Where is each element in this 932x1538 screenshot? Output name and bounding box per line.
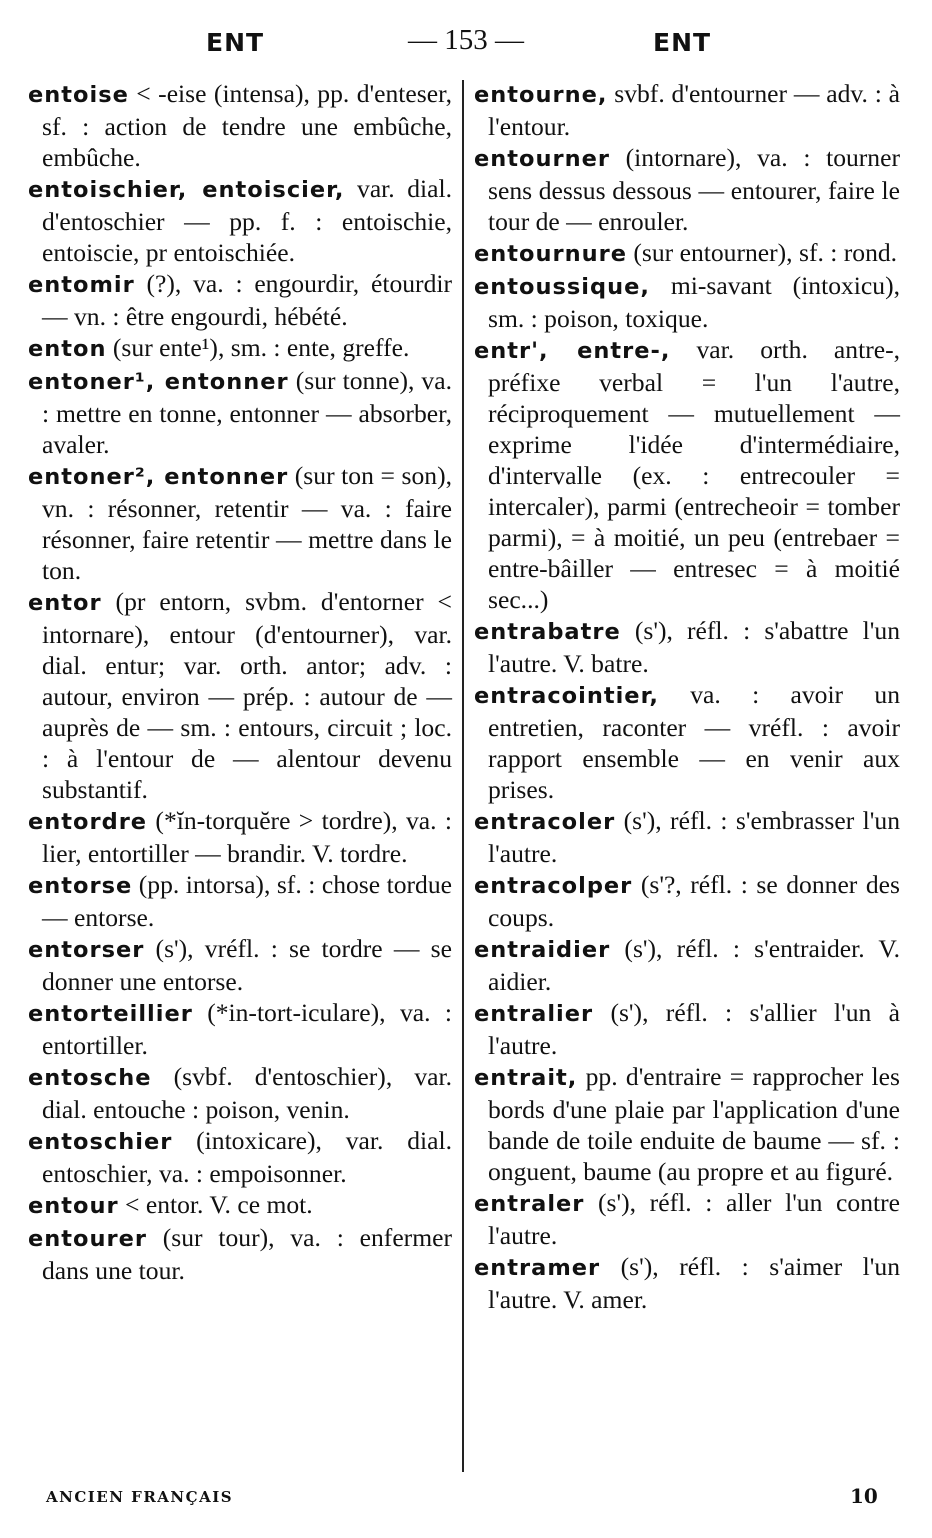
- dictionary-entry: [28, 332, 452, 365]
- dictionary-entry: [474, 615, 900, 679]
- entry-headword: entrabatre: [474, 619, 621, 645]
- dictionary-entry: [474, 805, 900, 869]
- entry-definition: (sur tour), va. : enfermer dans une tour.: [42, 1223, 452, 1285]
- entry-headword: entorteillier: [28, 1001, 193, 1027]
- entry-headword: entomir: [28, 272, 135, 298]
- dictionary-entry: [28, 268, 452, 332]
- entry-headword: entoschier: [28, 1129, 173, 1155]
- dictionary-entry: [28, 365, 452, 460]
- entry-headword: entracoler: [474, 809, 616, 835]
- entry-definition: < entor. V. ce mot.: [118, 1190, 313, 1219]
- entry-definition: (s'), réfl. : s'abattre l'un l'autre. V. batre.: [488, 616, 900, 678]
- entry-headword: entosche: [28, 1065, 152, 1091]
- entry-headword: entramer: [474, 1255, 601, 1281]
- entry-definition: pp. d'entraire = rapprocher les bords d'une plaie par l'application d'une bande de toile enduite de baume — sf. : onguent, baume (au propre et au figuré.: [488, 1062, 900, 1186]
- entry-definition: (?), va. : engourdir, étourdir — vn. : être engourdi, hébété.: [42, 269, 452, 331]
- entry-definition: (s'), réfl. : s'embrasser l'un l'autre.: [488, 806, 900, 868]
- dictionary-entry: [28, 869, 452, 933]
- entry-definition: svbf. d'entourner — adv. : à l'entour.: [488, 79, 900, 141]
- dictionary-entry: [474, 237, 900, 270]
- entry-definition: (sur entourner), sf. : rond.: [627, 238, 898, 267]
- dictionary-entry: [474, 1187, 900, 1251]
- entry-headword: entoise: [28, 82, 129, 108]
- dictionary-entry: [28, 1222, 452, 1286]
- entry-headword: entraidier: [474, 937, 611, 963]
- entry-definition: (sur ton = son), vn. : résonner, retentir — va. : faire résonner, faire retentir — mettre dans le ton.: [42, 461, 452, 585]
- right-column: [474, 78, 900, 1315]
- dictionary-entry: [28, 1189, 452, 1222]
- entry-definition: (intornare), va. : tourner sens dessus dessous — entourer, faire le tour de — enrouler.: [488, 143, 900, 236]
- entry-definition: (s'), réfl. : aller l'un contre l'autre.: [488, 1188, 900, 1250]
- entry-definition: var. dial. d'entoschier — pp. f. : entoischie, entoiscie, pr entoischiée.: [42, 174, 452, 267]
- dictionary-entry: [28, 1061, 452, 1125]
- entry-headword: entoner², entonner: [28, 464, 289, 490]
- entry-headword: entourer: [28, 1226, 147, 1252]
- entry-definition: (*ĭn-torquĕre > tordre), va. : lier, entortiller — brandir. V. tordre.: [42, 806, 452, 868]
- entry-definition: (s'), réfl. : s'allier l'un à l'autre.: [488, 998, 900, 1060]
- dictionary-entry: [28, 173, 452, 268]
- entry-headword: entordre: [28, 809, 148, 835]
- entry-headword: entour: [28, 1193, 119, 1219]
- entry-definition: (sur tonne), va. : mettre en tonne, entonner — absorber, avaler.: [42, 366, 452, 459]
- dictionary-entry: [474, 1251, 900, 1315]
- entry-headword: entor: [28, 590, 102, 616]
- dictionary-entry: [474, 334, 900, 615]
- footer-signature: ANCIEN FRANÇAIS: [46, 1488, 234, 1506]
- entry-headword: entrait,: [474, 1065, 578, 1091]
- entry-definition: (*in-tort-iculare), va. : entortiller.: [42, 998, 452, 1060]
- entry-headword: entralier: [474, 1001, 594, 1027]
- entry-headword: entraler: [474, 1191, 585, 1217]
- page-number: — 153 —: [408, 24, 524, 56]
- dictionary-entry: [28, 78, 452, 173]
- entry-headword: entoischier, entoiscier,: [28, 177, 345, 203]
- dictionary-entry: [28, 805, 452, 869]
- dictionary-entry: [474, 869, 900, 933]
- entry-headword: entracointier,: [474, 683, 659, 709]
- entry-headword: entorser: [28, 937, 145, 963]
- dictionary-entry: [474, 1061, 900, 1187]
- dictionary-entry: [474, 933, 900, 997]
- running-header: [0, 22, 932, 62]
- dictionary-entry: [28, 1125, 452, 1189]
- dictionary-entry: [474, 142, 900, 237]
- footer-sheet-number: 10: [850, 1484, 878, 1508]
- dictionary-entry: [28, 460, 452, 586]
- entry-definition: mi-savant (intoxicu), sm. : poison, toxique.: [488, 271, 900, 333]
- entry-headword: entoussique,: [474, 274, 650, 300]
- dictionary-entry: [474, 270, 900, 334]
- entry-definition: < -eise (intensa), pp. d'enteser, sf. : action de tendre une embûche, embûche.: [42, 79, 452, 172]
- entry-definition: va. : avoir un entretien, raconter — vréfl. : avoir rapport ensemble — en venir aux prises.: [488, 680, 900, 804]
- entry-definition: (s'), vréfl. : se tordre — se donner une entorse.: [42, 934, 452, 996]
- dictionary-entry: [474, 997, 900, 1061]
- dictionary-entry: [474, 679, 900, 805]
- dictionary-entry: [28, 933, 452, 997]
- header-left-guideword: ENT: [206, 28, 265, 57]
- entry-headword: entracolper: [474, 873, 633, 899]
- dictionary-entry: [474, 78, 900, 142]
- entry-headword: enton: [28, 336, 107, 362]
- entry-definition: (s'), réfl. : s'entraider. V. aidier.: [488, 934, 900, 996]
- entry-definition: (s'), réfl. : s'aimer l'un l'autre. V. amer.: [488, 1252, 900, 1314]
- entry-definition: (s'?, réfl. : se donner des coups.: [488, 870, 900, 932]
- entry-definition: (intoxicare), var. dial. entoschier, va. : empoisonner.: [42, 1126, 452, 1188]
- entry-headword: entoner¹, entonner: [28, 369, 289, 395]
- entry-headword: entorse: [28, 873, 133, 899]
- entry-definition: var. orth. antre-, préfixe verbal = l'un l'autre, réciproquement — mutuellement — exprime l'idée d'intermédiaire, d'intervalle (ex. : entrecouler = intercaler), parmi (entrecheoir = tomber parmi), = à moitié, un peu (entrebaer = entre-bâiller — entresec = à moitié sec...): [488, 335, 900, 614]
- entry-definition: (sur ente¹), sm. : ente, greffe.: [106, 333, 410, 362]
- entry-definition: (pr entorn, svbm. d'entorner < intornare), entour (d'entourner), var. dial. entur; var. orth. antor; adv. : autour, environ — prép. : autour de — auprès de — sm. : entours, circuit ; loc. : à l'entour de — alentour devenu substantif.: [42, 587, 452, 804]
- entry-definition: (pp. intorsa), sf. : chose tordue — entorse.: [42, 870, 452, 932]
- dictionary-entry: [28, 997, 452, 1061]
- entry-definition: (svbf. d'entoschier), var. dial. entouche : poison, venin.: [42, 1062, 452, 1124]
- entry-headword: entourne,: [474, 82, 608, 108]
- entry-headword: entourner: [474, 146, 610, 172]
- left-column: [28, 78, 452, 1286]
- column-divider: [462, 80, 464, 1472]
- dictionary-entry: [28, 586, 452, 805]
- header-right-guideword: ENT: [653, 28, 712, 57]
- entry-headword: entournure: [474, 241, 627, 267]
- entry-headword: entr', entre-,: [474, 338, 671, 364]
